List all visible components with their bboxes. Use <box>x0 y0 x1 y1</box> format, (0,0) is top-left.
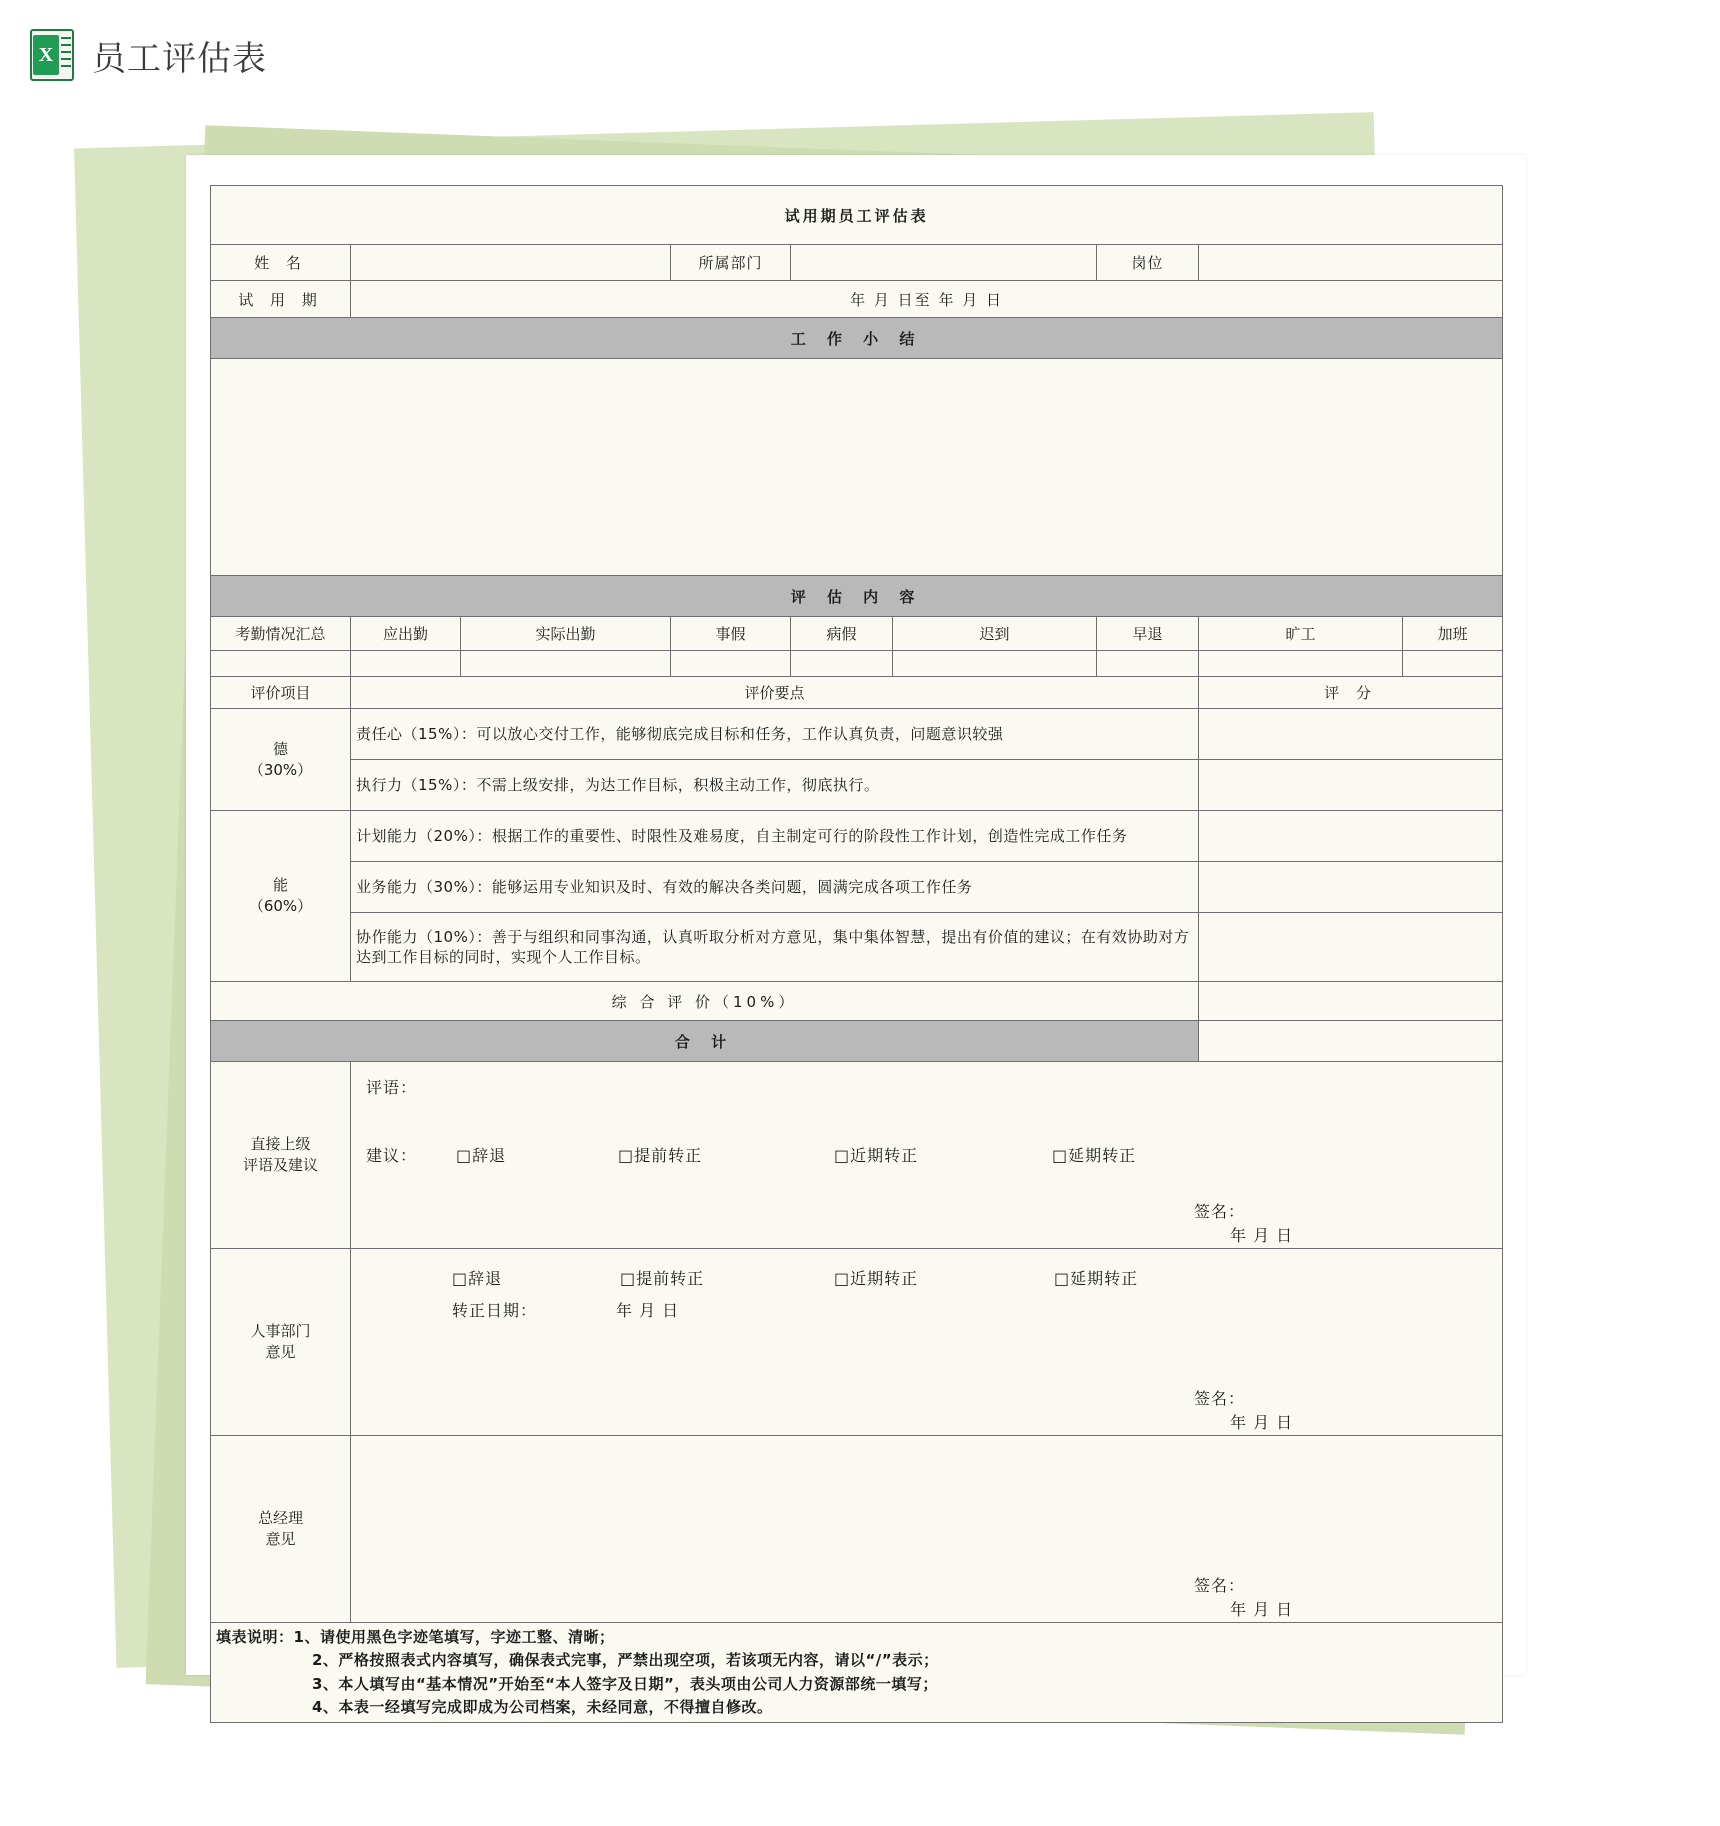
criterion-text-0: 责任心（15%）：可以放心交付工作，能够彻底完成目标和任务，工作认真负责，问题意识较强 <box>351 709 1199 760</box>
hr-confirm-date-value[interactable]: 年 月 日 <box>616 1301 680 1320</box>
attendance-value-spacer <box>211 651 351 677</box>
work-summary-band-row <box>211 318 1503 359</box>
work-summary-row <box>211 359 1503 576</box>
supervisor-comment-label: 评语： <box>366 1078 418 1097</box>
excel-icon <box>30 29 74 81</box>
attendance-value-5[interactable] <box>1097 651 1199 677</box>
notes-title: 填表说明： <box>216 1628 294 1646</box>
criterion-text-1: 执行力（15%）：不需上级安排，为达工作目标，积极主动工作，彻底执行。 <box>351 760 1199 811</box>
hr-row <box>211 1249 1503 1436</box>
criterion-score-4[interactable] <box>1199 913 1503 982</box>
supervisor-label-line2: 评语及建议 <box>242 1156 318 1174</box>
comprehensive-label: 综 合 评 价（10%） <box>211 982 1199 1021</box>
criterion-text-4: 协作能力（10%）：善于与组织和同事沟通，认真听取分析对方意见，集中集体智慧，提出有价值的建议；在有效协助对方达到工作目标的同时，实现个人工作目标。 <box>351 913 1199 982</box>
hr-option-2[interactable]: □近期转正 <box>834 1269 919 1288</box>
criteria-header-row <box>211 677 1503 709</box>
notes-item-1: 2、严格按照表式内容填写，确保表式完事，严禁出现空项，若该项无内容，请以“/”表示； <box>312 1651 939 1670</box>
gm-label-line1: 总经理 <box>257 1509 303 1527</box>
hr-label-line2: 意见 <box>265 1343 296 1361</box>
hr-confirm-date-label: 转正日期： <box>452 1301 538 1320</box>
gm-label-line2: 意见 <box>265 1530 296 1548</box>
hr-date[interactable]: 年 月 日 <box>1230 1413 1294 1432</box>
item-label: 评价项目 <box>211 677 351 709</box>
attendance-header-6: 旷工 <box>1199 617 1403 651</box>
comprehensive-row <box>211 982 1503 1021</box>
total-row <box>211 1021 1503 1062</box>
form-title: 试用期员工评估表 <box>211 186 1503 245</box>
name-label: 姓 名 <box>211 245 351 281</box>
dept-label: 所属部门 <box>671 245 791 281</box>
notes-line-0 <box>216 1626 1497 1649</box>
total-label: 合 计 <box>211 1021 1199 1062</box>
attendance-header-0: 应出勤 <box>351 617 461 651</box>
supervisor-option-3[interactable]: □延期转正 <box>1052 1146 1137 1165</box>
attendance-value-2[interactable] <box>671 651 791 677</box>
attendance-header-7: 加班 <box>1403 617 1503 651</box>
attendance-header-row <box>211 617 1503 651</box>
hr-option-1[interactable]: □提前转正 <box>620 1269 705 1288</box>
supervisor-option-0[interactable]: □辞退 <box>456 1146 507 1165</box>
criteria-row <box>211 760 1503 811</box>
gm-row <box>211 1436 1503 1623</box>
criterion-text-2: 计划能力（20%）：根据工作的重要性、时限性及难易度，自主制定可行的阶段性工作计划，创造性完成工作任务 <box>351 811 1199 862</box>
post-input[interactable] <box>1199 245 1503 281</box>
dept-input[interactable] <box>791 245 1097 281</box>
form-table <box>210 185 1503 1723</box>
criteria-row <box>211 811 1503 862</box>
criterion-text-3: 业务能力（30%）：能够运用专业知识及时、有效的解决各类问题，圆满完成各项工作任务 <box>351 862 1199 913</box>
attendance-value-3[interactable] <box>791 651 893 677</box>
supervisor-row <box>211 1062 1503 1249</box>
criteria-row <box>211 862 1503 913</box>
category-de-name: 德 <box>272 739 288 758</box>
criterion-score-2[interactable] <box>1199 811 1503 862</box>
category-de <box>211 709 351 811</box>
supervisor-label <box>211 1062 351 1249</box>
attendance-header-2: 事假 <box>671 617 791 651</box>
notes-row <box>211 1623 1503 1723</box>
attendance-header-5: 早退 <box>1097 617 1199 651</box>
gm-label <box>211 1436 351 1623</box>
notes-block <box>211 1623 1503 1723</box>
category-neng-weight: （60%） <box>248 897 313 915</box>
app-title: 员工评估表 <box>92 38 267 79</box>
attendance-header-4: 迟到 <box>893 617 1097 651</box>
attendance-value-7[interactable] <box>1403 651 1503 677</box>
gm-body[interactable] <box>351 1436 1503 1623</box>
total-score[interactable] <box>1199 1021 1503 1062</box>
category-neng <box>211 811 351 982</box>
criterion-score-0[interactable] <box>1199 709 1503 760</box>
attendance-header-1: 实际出勤 <box>461 617 671 651</box>
points-label: 评价要点 <box>351 677 1199 709</box>
period-value[interactable]: 年 月 日至 年 月 日 <box>351 281 1503 318</box>
comprehensive-score[interactable] <box>1199 982 1503 1021</box>
eval-band: 评 估 内 容 <box>211 576 1503 617</box>
work-summary-band: 工 作 小 结 <box>211 318 1503 359</box>
gm-sign-label[interactable]: 签名： <box>1194 1576 1246 1595</box>
attendance-value-1[interactable] <box>461 651 671 677</box>
document-paper <box>186 155 1526 1716</box>
criterion-score-1[interactable] <box>1199 760 1503 811</box>
category-neng-name: 能 <box>272 876 288 894</box>
attendance-value-row <box>211 651 1503 677</box>
work-summary-input[interactable] <box>211 359 1503 576</box>
score-label: 评 分 <box>1199 677 1503 709</box>
app-header <box>0 0 1720 110</box>
supervisor-label-line1: 直接上级 <box>250 1135 311 1153</box>
criteria-row <box>211 913 1503 982</box>
supervisor-suggest-label: 建议： <box>366 1146 418 1165</box>
category-de-weight: （30%） <box>248 760 313 779</box>
gm-date[interactable]: 年 月 日 <box>1230 1600 1294 1619</box>
supervisor-option-2[interactable]: □近期转正 <box>834 1146 919 1165</box>
attendance-header-3: 病假 <box>791 617 893 651</box>
identity-row <box>211 245 1503 281</box>
attendance-value-6[interactable] <box>1199 651 1403 677</box>
supervisor-body[interactable] <box>351 1062 1503 1249</box>
notes-item-3: 4、本表一经填写完成即成为公司档案，未经同意，不得擅自修改。 <box>312 1697 773 1716</box>
name-input[interactable] <box>351 245 671 281</box>
evaluation-form <box>210 185 1502 1723</box>
attendance-value-4[interactable] <box>893 651 1097 677</box>
notes-item-2: 3、本人填写由“基本情况”开始至“本人签字及日期”，表头项由公司人力资源部统一填写； <box>312 1674 938 1693</box>
hr-label-line1: 人事部门 <box>250 1322 311 1340</box>
hr-option-3[interactable]: □延期转正 <box>1054 1269 1139 1288</box>
period-row <box>211 281 1503 318</box>
attendance-value-0[interactable] <box>351 651 461 677</box>
hr-sign-label[interactable]: 签名： <box>1194 1389 1246 1408</box>
hr-label <box>211 1249 351 1436</box>
period-label: 试 用 期 <box>211 281 351 318</box>
supervisor-date[interactable]: 年 月 日 <box>1230 1226 1294 1245</box>
hr-body[interactable] <box>351 1249 1503 1436</box>
title-row <box>211 186 1503 245</box>
criteria-row <box>211 709 1503 760</box>
supervisor-sign-label[interactable]: 签名： <box>1194 1202 1246 1221</box>
hr-option-0[interactable]: □辞退 <box>452 1269 503 1288</box>
post-label: 岗位 <box>1097 245 1199 281</box>
supervisor-option-1[interactable]: □提前转正 <box>618 1146 703 1165</box>
eval-band-row <box>211 576 1503 617</box>
excel-icon-letter: X <box>33 35 59 75</box>
notes-item-0: 1、请使用黑色字迹笔填写，字迹工整、清晰； <box>293 1628 615 1646</box>
criterion-score-3[interactable] <box>1199 862 1503 913</box>
attendance-label: 考勤情况汇总 <box>211 617 351 651</box>
